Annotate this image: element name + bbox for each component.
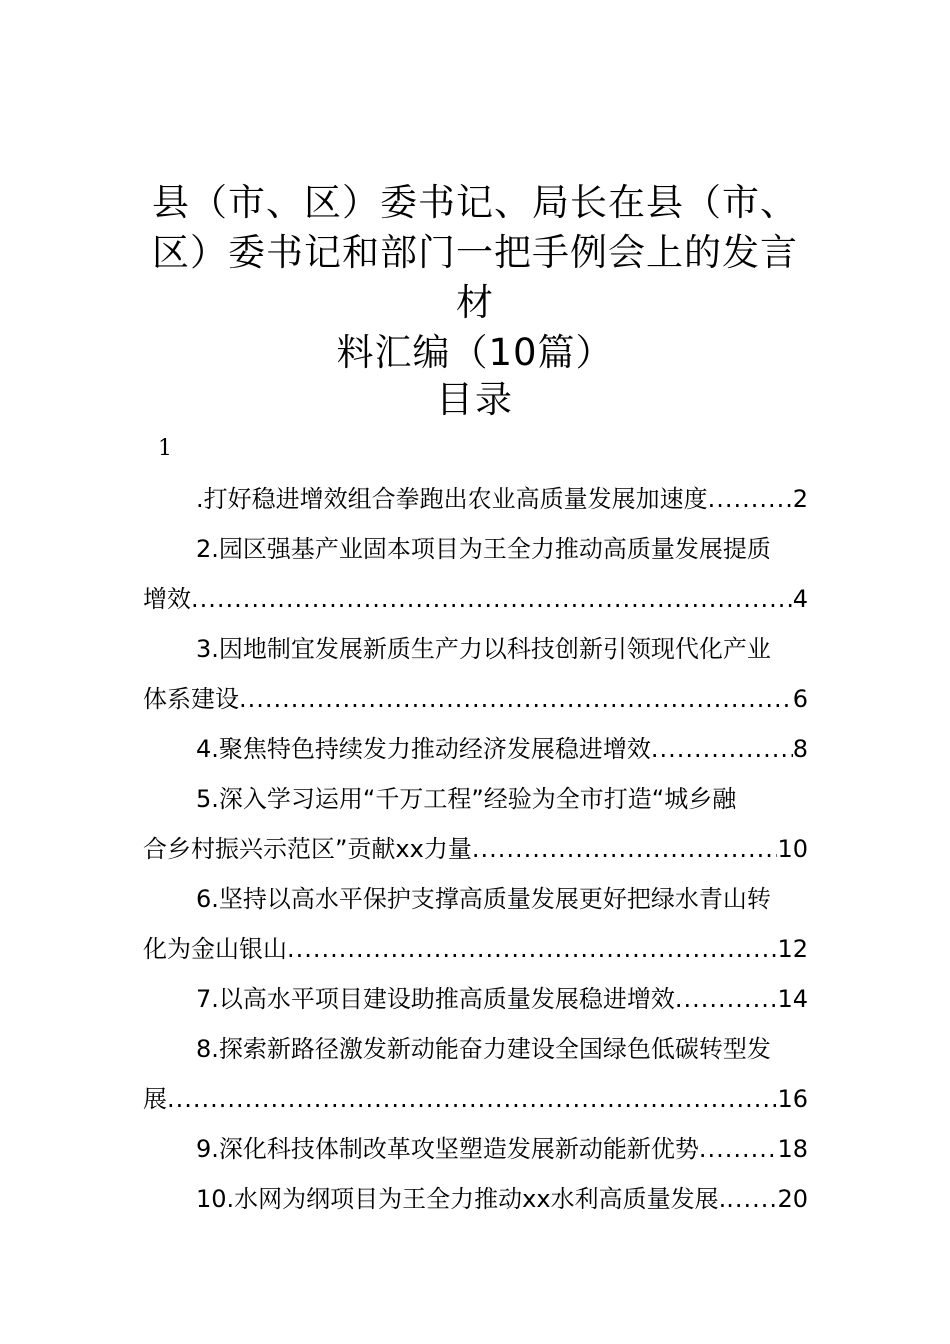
title-line: 料汇编（10篇） xyxy=(336,331,614,374)
toc-page-number: 16 xyxy=(777,1085,808,1113)
title-line: 县（市、区）委书记、局长在县（市、 xyxy=(152,181,798,224)
toc-leader xyxy=(287,924,777,974)
toc-entry[interactable] xyxy=(143,974,808,1024)
toc-entry-title: 4.聚焦特色持续发力推动经济发展稳进增效 xyxy=(196,735,651,763)
toc-entry[interactable] xyxy=(143,474,808,524)
toc-page-number: 18 xyxy=(777,1135,808,1163)
toc-leader xyxy=(239,674,793,724)
toc-leader xyxy=(167,1074,777,1124)
toc-page-number: 8 xyxy=(792,735,808,763)
toc-entry[interactable] xyxy=(143,1174,808,1224)
toc-entry[interactable] xyxy=(143,874,808,924)
toc-page-number: 4 xyxy=(792,585,808,613)
toc-entry-title: 10.水网为纲项目为王全力推动xx水利高质量发展. xyxy=(196,1185,727,1213)
toc-heading: 目录 xyxy=(436,378,514,421)
table-of-contents xyxy=(143,474,808,1224)
toc-leader xyxy=(191,574,793,624)
page-number-mark: 1 xyxy=(158,436,172,461)
toc-entry-continuation[interactable] xyxy=(143,824,808,874)
toc-entry-title: 合乡村振兴示范区”贡献xx力量 xyxy=(143,835,472,863)
toc-entry[interactable] xyxy=(143,624,808,674)
toc-entry-title: 2.园区强基产业固本项目为王全力推动高质量发展提质 xyxy=(196,535,771,563)
toc-leader xyxy=(708,474,793,524)
toc-leader xyxy=(651,724,793,774)
toc-entry-title: 增效 xyxy=(143,585,191,613)
toc-leader xyxy=(726,1174,777,1224)
toc-entry-continuation[interactable] xyxy=(143,1074,808,1124)
toc-entry[interactable] xyxy=(143,1024,808,1074)
toc-page-number: 2 xyxy=(792,485,808,513)
toc-page-number: 14 xyxy=(777,985,808,1013)
toc-entry[interactable] xyxy=(143,524,808,574)
toc-leader xyxy=(699,1124,778,1174)
toc-entry[interactable] xyxy=(143,724,808,774)
toc-entry-title: 展 xyxy=(143,1085,167,1113)
toc-entry-title: 7.以高水平项目建设助推高质量发展稳进增效 xyxy=(196,985,675,1013)
toc-entry-title: 8.探索新路径激发新动能奋力建设全国绿色低碳转型发 xyxy=(196,1035,771,1063)
toc-entry-title: 3.因地制宜发展新质生产力以科技创新引领现代化产业 xyxy=(196,635,771,663)
toc-entry[interactable] xyxy=(143,1124,808,1174)
toc-leader xyxy=(675,974,778,1024)
toc-entry-continuation[interactable] xyxy=(143,674,808,724)
toc-entry-title: 9.深化科技体制改革攻坚塑造发展新动能新优势 xyxy=(196,1135,699,1163)
toc-leader xyxy=(472,824,778,874)
toc-entry[interactable] xyxy=(143,774,808,824)
toc-page-number: 20 xyxy=(777,1185,808,1213)
toc-page-number: 6 xyxy=(792,685,808,713)
toc-entry-title: 5.深入学习运用“千万工程”经验为全市打造“城乡融 xyxy=(196,785,737,813)
document-title xyxy=(140,178,810,378)
toc-entry-title: 化为金山银山 xyxy=(143,935,287,963)
toc-entry-continuation[interactable] xyxy=(143,924,808,974)
title-line: 区）委书记和部门一把手例会上的发言材 xyxy=(152,231,798,324)
toc-page-number: 12 xyxy=(777,935,808,963)
toc-entry-title: 6.坚持以高水平保护支撑高质量发展更好把绿水青山转 xyxy=(196,885,771,913)
toc-entry-title: 体系建设 xyxy=(143,685,239,713)
toc-entry-continuation[interactable] xyxy=(143,574,808,624)
toc-page-number: 10 xyxy=(777,835,808,863)
toc-entry-title: .打好稳进增效组合拳跑出农业高质量发展加速度 xyxy=(196,485,708,513)
